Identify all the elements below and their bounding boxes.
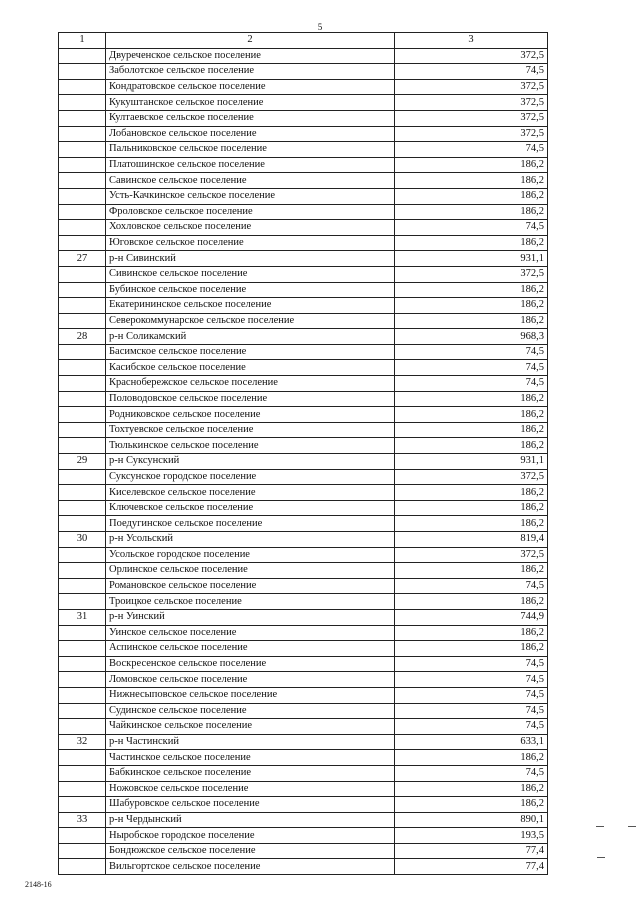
row-number: 27	[59, 251, 106, 267]
row-number	[59, 563, 106, 579]
table-row	[59, 750, 548, 766]
table-row	[59, 734, 548, 750]
row-value: 819,4	[395, 532, 548, 548]
row-value: 968,3	[395, 329, 548, 345]
table-row	[59, 859, 548, 875]
row-value: 74,5	[395, 64, 548, 80]
row-value: 74,5	[395, 765, 548, 781]
table-row	[59, 765, 548, 781]
row-name: Ключевское сельское поселение	[106, 500, 395, 516]
row-number	[59, 360, 106, 376]
row-number	[59, 859, 106, 875]
document-code: 2148-16	[25, 880, 52, 889]
row-value: 186,2	[395, 516, 548, 532]
row-value: 186,2	[395, 750, 548, 766]
row-value: 186,2	[395, 797, 548, 813]
row-number	[59, 157, 106, 173]
row-value: 74,5	[395, 672, 548, 688]
header-col-3: 3	[395, 33, 548, 49]
table-row	[59, 298, 548, 314]
row-name: Ножовское сельское поселение	[106, 781, 395, 797]
row-name: Троицкое сельское поселение	[106, 594, 395, 610]
row-name: Усть-Качкинское сельское поселение	[106, 188, 395, 204]
table-row	[59, 656, 548, 672]
row-number	[59, 110, 106, 126]
row-value: 74,5	[395, 220, 548, 236]
row-number	[59, 656, 106, 672]
row-number	[59, 797, 106, 813]
table-row	[59, 719, 548, 735]
row-name: Ломовское сельское поселение	[106, 672, 395, 688]
row-name: Аспинское сельское поселение	[106, 641, 395, 657]
table-row	[59, 438, 548, 454]
row-name: р-н Суксунский	[106, 454, 395, 470]
row-value: 186,2	[395, 594, 548, 610]
row-value: 186,2	[395, 188, 548, 204]
row-number	[59, 765, 106, 781]
row-number	[59, 469, 106, 485]
row-name: Савинское сельское поселение	[106, 173, 395, 189]
row-number	[59, 376, 106, 392]
row-name: Уинское сельское поселение	[106, 625, 395, 641]
row-value: 633,1	[395, 734, 548, 750]
row-number	[59, 126, 106, 142]
row-number	[59, 95, 106, 111]
table-header-row	[59, 33, 548, 49]
row-number	[59, 313, 106, 329]
row-value: 372,5	[395, 266, 548, 282]
table-row	[59, 485, 548, 501]
table-row	[59, 204, 548, 220]
row-value: 74,5	[395, 703, 548, 719]
row-number	[59, 719, 106, 735]
row-name: Частинское сельское поселение	[106, 750, 395, 766]
table-row	[59, 235, 548, 251]
row-value: 186,2	[395, 625, 548, 641]
table-row	[59, 781, 548, 797]
row-number	[59, 516, 106, 532]
row-number: 30	[59, 532, 106, 548]
row-number: 32	[59, 734, 106, 750]
table-row	[59, 703, 548, 719]
row-value: 74,5	[395, 687, 548, 703]
row-value: 186,2	[395, 500, 548, 516]
row-name: Усольское городское поселение	[106, 547, 395, 563]
table-row	[59, 407, 548, 423]
header-col-2: 2	[106, 33, 395, 49]
table-row	[59, 547, 548, 563]
row-value: 186,2	[395, 422, 548, 438]
row-number: 29	[59, 454, 106, 470]
table-row	[59, 360, 548, 376]
row-name: Половодовское сельское поселение	[106, 391, 395, 407]
table-row	[59, 672, 548, 688]
row-number	[59, 235, 106, 251]
row-value: 890,1	[395, 812, 548, 828]
page-number: 5	[317, 22, 323, 32]
row-number	[59, 64, 106, 80]
row-value: 186,2	[395, 485, 548, 501]
row-name: Орлинское сельское поселение	[106, 563, 395, 579]
row-name: Култаевское сельское поселение	[106, 110, 395, 126]
row-value: 186,2	[395, 391, 548, 407]
row-value: 372,5	[395, 126, 548, 142]
table-row	[59, 469, 548, 485]
row-name: Краснобережское сельское поселение	[106, 376, 395, 392]
row-name: Екатерининское сельское поселение	[106, 298, 395, 314]
table-row	[59, 454, 548, 470]
row-number	[59, 594, 106, 610]
row-name: Бабкинское сельское поселение	[106, 765, 395, 781]
row-number: 31	[59, 609, 106, 625]
table-row	[59, 422, 548, 438]
row-number	[59, 485, 106, 501]
row-value: 186,2	[395, 407, 548, 423]
row-name: Северокоммунарское сельское поселение	[106, 313, 395, 329]
table-row	[59, 641, 548, 657]
row-name: Юговское сельское поселение	[106, 235, 395, 251]
row-value: 186,2	[395, 235, 548, 251]
row-name: Киселевское сельское поселение	[106, 485, 395, 501]
row-number	[59, 672, 106, 688]
margin-mark	[596, 826, 604, 827]
row-value: 186,2	[395, 173, 548, 189]
row-name: Судинское сельское поселение	[106, 703, 395, 719]
table-row	[59, 828, 548, 844]
row-number	[59, 687, 106, 703]
row-number	[59, 344, 106, 360]
table-row	[59, 266, 548, 282]
table-row	[59, 812, 548, 828]
row-name: Лобановское сельское поселение	[106, 126, 395, 142]
row-name: Чайкинское сельское поселение	[106, 719, 395, 735]
row-value: 372,5	[395, 79, 548, 95]
row-name: р-н Усольский	[106, 532, 395, 548]
table-row	[59, 126, 548, 142]
table-row	[59, 282, 548, 298]
row-value: 186,2	[395, 157, 548, 173]
row-value: 931,1	[395, 454, 548, 470]
row-name: Бондюжское сельское поселение	[106, 843, 395, 859]
row-number	[59, 641, 106, 657]
row-number	[59, 391, 106, 407]
row-value: 372,5	[395, 547, 548, 563]
row-name: Суксунское городское поселение	[106, 469, 395, 485]
table-row	[59, 110, 548, 126]
row-name: Тюлькинское сельское поселение	[106, 438, 395, 454]
row-value: 186,2	[395, 438, 548, 454]
row-value: 186,2	[395, 781, 548, 797]
table-row	[59, 563, 548, 579]
row-value: 74,5	[395, 376, 548, 392]
row-value: 74,5	[395, 360, 548, 376]
row-value: 372,5	[395, 469, 548, 485]
row-number	[59, 781, 106, 797]
row-number	[59, 204, 106, 220]
row-value: 186,2	[395, 282, 548, 298]
row-number	[59, 48, 106, 64]
table-row	[59, 79, 548, 95]
table-row	[59, 157, 548, 173]
row-name: Хохловское сельское поселение	[106, 220, 395, 236]
table-row	[59, 516, 548, 532]
table-row	[59, 188, 548, 204]
table-row	[59, 500, 548, 516]
row-name: р-н Уинский	[106, 609, 395, 625]
table-row	[59, 142, 548, 158]
row-value: 186,2	[395, 641, 548, 657]
row-value: 74,5	[395, 656, 548, 672]
row-number	[59, 79, 106, 95]
row-value: 372,5	[395, 95, 548, 111]
table-row	[59, 797, 548, 813]
row-name: р-н Чердынский	[106, 812, 395, 828]
row-number	[59, 188, 106, 204]
row-name: Поедугинское сельское поселение	[106, 516, 395, 532]
header-col-1: 1	[59, 33, 106, 49]
row-number	[59, 422, 106, 438]
row-value: 186,2	[395, 563, 548, 579]
row-name: р-н Сивинский	[106, 251, 395, 267]
row-value: 74,5	[395, 719, 548, 735]
row-value: 186,2	[395, 204, 548, 220]
row-name: Романовское сельское поселение	[106, 578, 395, 594]
table-row	[59, 625, 548, 641]
row-number	[59, 843, 106, 859]
margin-mark	[597, 857, 605, 858]
row-name: Фроловское сельское поселение	[106, 204, 395, 220]
budget-allocation-table	[58, 32, 548, 875]
row-number	[59, 625, 106, 641]
table-row	[59, 578, 548, 594]
row-value: 77,4	[395, 843, 548, 859]
row-name: р-н Соликамский	[106, 329, 395, 345]
row-name: Кондратовское сельское поселение	[106, 79, 395, 95]
row-name: Родниковское сельское поселение	[106, 407, 395, 423]
table-row	[59, 48, 548, 64]
margin-mark	[628, 826, 636, 827]
table-row	[59, 95, 548, 111]
table-row	[59, 173, 548, 189]
table-row	[59, 344, 548, 360]
row-name: Тохтуевское сельское поселение	[106, 422, 395, 438]
table-row	[59, 843, 548, 859]
table-row	[59, 391, 548, 407]
table-row	[59, 220, 548, 236]
row-value: 74,5	[395, 142, 548, 158]
row-name: Пальниковское сельское поселение	[106, 142, 395, 158]
row-number	[59, 266, 106, 282]
row-number	[59, 438, 106, 454]
table-row	[59, 594, 548, 610]
row-value: 372,5	[395, 48, 548, 64]
row-value: 77,4	[395, 859, 548, 875]
table-row	[59, 64, 548, 80]
row-value: 931,1	[395, 251, 548, 267]
row-name: Бубинское сельское поселение	[106, 282, 395, 298]
row-number	[59, 578, 106, 594]
row-name: Вильгортское сельское поселение	[106, 859, 395, 875]
row-number	[59, 407, 106, 423]
row-number	[59, 220, 106, 236]
row-number	[59, 282, 106, 298]
row-number	[59, 142, 106, 158]
row-number	[59, 828, 106, 844]
table-row	[59, 313, 548, 329]
row-name: Касибское сельское поселение	[106, 360, 395, 376]
table-row	[59, 609, 548, 625]
row-name: Воскресенское сельское поселение	[106, 656, 395, 672]
row-name: р-н Частинский	[106, 734, 395, 750]
table-row	[59, 251, 548, 267]
row-name: Шабуровское сельское поселение	[106, 797, 395, 813]
row-value: 193,5	[395, 828, 548, 844]
table-row	[59, 376, 548, 392]
row-number	[59, 298, 106, 314]
row-name: Ныробское городское поселение	[106, 828, 395, 844]
row-name: Басимское сельское поселение	[106, 344, 395, 360]
row-number	[59, 703, 106, 719]
row-value: 186,2	[395, 298, 548, 314]
row-value: 372,5	[395, 110, 548, 126]
row-name: Платошинское сельское поселение	[106, 157, 395, 173]
table-row	[59, 329, 548, 345]
row-value: 74,5	[395, 344, 548, 360]
row-number	[59, 547, 106, 563]
row-value: 744,9	[395, 609, 548, 625]
row-value: 74,5	[395, 578, 548, 594]
table-row	[59, 532, 548, 548]
row-name: Нижнесыповское сельское поселение	[106, 687, 395, 703]
row-number	[59, 500, 106, 516]
row-name: Двуреченское сельское поселение	[106, 48, 395, 64]
row-number	[59, 173, 106, 189]
row-number: 28	[59, 329, 106, 345]
row-value: 186,2	[395, 313, 548, 329]
row-name: Сивинское сельское поселение	[106, 266, 395, 282]
row-number	[59, 750, 106, 766]
row-name: Заболотское сельское поселение	[106, 64, 395, 80]
row-name: Кукуштанское сельское поселение	[106, 95, 395, 111]
row-number: 33	[59, 812, 106, 828]
table-row	[59, 687, 548, 703]
